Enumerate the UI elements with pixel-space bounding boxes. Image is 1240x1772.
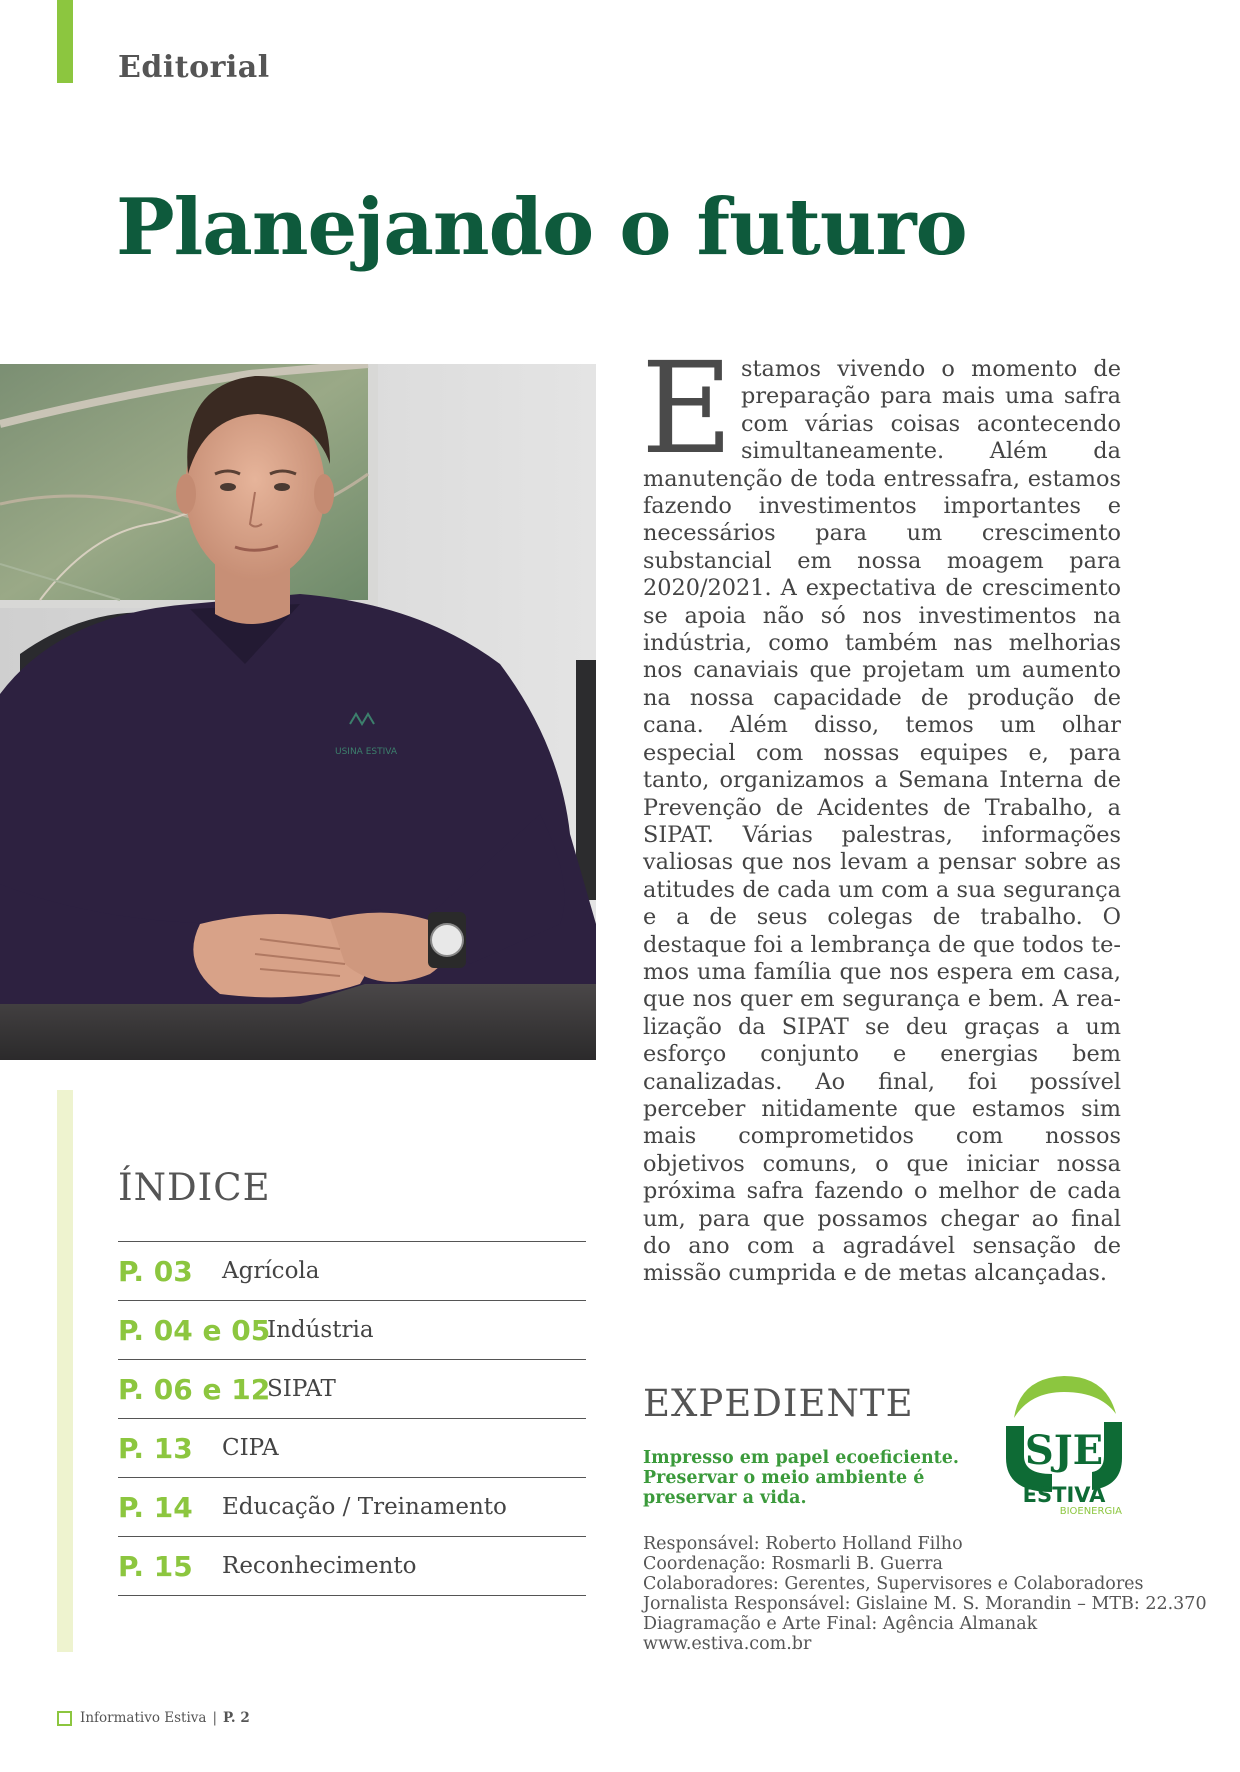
index-page: P. 15 bbox=[118, 1549, 193, 1583]
section-label: Editorial bbox=[118, 50, 270, 85]
index-item[interactable] bbox=[118, 1359, 586, 1418]
eco-notice bbox=[643, 1448, 959, 1508]
section-accent-bar bbox=[57, 0, 73, 83]
index-page: P. 04 e 05 bbox=[118, 1313, 271, 1347]
editorial-text bbox=[641, 335, 1121, 1288]
article-body: stamos vivendo o momento de preparação para mais uma safra com várias coisas acontecendo simultaneamente. Além da manutenção de toda entressafra, estamos fazendo investimentos importantes e necessários para um crescimento substancial em nossa moagem para 2020/2021. A expectativa de crescimento se apoia não só nos investimentos na indústria, como também nas melhorias nos canaviais que projetam um aumento na nossa capacidade de produção de cana. Além disso, temos um olhar especial com nossas equipes e, para tanto, organizamos a Semana Interna de Prevenção de Acidentes de Trabalho, a SIPAT. Várias palestras, informações valiosas que nos levam a pensar sobre as atitudes de cada um com a sua segurança e a de seus colegas de trabalho. O destaque foi a lembrança de que todos temos uma família que nos espera em casa, que nos quer em segurança e bem. A realização da SIPAT se deu graças a um esforço conjunto e energias bem canalizadas. Ao final, foi possível perceber nitidamente que estamos sim mais comprometidos com nossos objetivos comuns, o que iniciar nossa próxima safra fazendo o melhor de cada um, para que possamos chegar ao final do ano com a agradável sensação de missão cumprida e de metas alcançadas. bbox=[643, 356, 1121, 1287]
portrait-photo bbox=[0, 364, 596, 1060]
credit-line: Diagramação e Arte Final: Agência Almanak bbox=[643, 1614, 1038, 1634]
estiva-logo bbox=[1000, 1374, 1128, 1516]
page-footer bbox=[57, 1710, 250, 1726]
credit-line: Jornalista Responsável: Gislaine M. S. Morandin – MTB: 22.370 bbox=[643, 1594, 1207, 1614]
eco-line: Impresso em papel ecoeficiente. bbox=[643, 1448, 959, 1468]
index-label: SIPAT bbox=[267, 1376, 336, 1402]
index-page: P. 13 bbox=[118, 1431, 193, 1465]
footer-page-number: P. 2 bbox=[223, 1710, 250, 1726]
index-item[interactable] bbox=[118, 1241, 586, 1300]
credit-line: Colaboradores: Gerentes, Supervisores e Colaboradores bbox=[643, 1574, 1144, 1594]
index-label: CIPA bbox=[222, 1435, 279, 1461]
index-item[interactable] bbox=[118, 1477, 586, 1536]
index-title: ÍNDICE bbox=[118, 1166, 271, 1209]
footer-publication: Informativo Estiva bbox=[80, 1710, 207, 1726]
credit-line: Responsável: Roberto Holland Filho bbox=[643, 1534, 963, 1554]
index-page: P. 14 bbox=[118, 1490, 193, 1524]
shirt-logo: USINA ESTIVA bbox=[335, 747, 397, 757]
index-list bbox=[118, 1241, 586, 1596]
index-accent-bar bbox=[57, 1090, 73, 1652]
eco-line: preservar a vida. bbox=[643, 1488, 807, 1508]
expediente-title: EXPEDIENTE bbox=[643, 1382, 914, 1425]
page-title: Planejando o futuro bbox=[116, 182, 967, 273]
footer-square-icon bbox=[57, 1711, 72, 1726]
index-label: Educação / Treinamento bbox=[222, 1494, 507, 1520]
credit-line: Coordenação: Rosmarli B. Guerra bbox=[643, 1554, 943, 1574]
index-item[interactable] bbox=[118, 1418, 586, 1477]
footer-separator: | bbox=[212, 1710, 218, 1726]
index-page: P. 03 bbox=[118, 1254, 193, 1288]
index-item[interactable] bbox=[118, 1536, 586, 1596]
logo-mark: SJE bbox=[1024, 1427, 1104, 1474]
drop-cap: E bbox=[641, 335, 733, 482]
eco-line: Preservar o meio ambiente é bbox=[643, 1468, 925, 1488]
logo-name: ESTIVA bbox=[1022, 1483, 1106, 1507]
index-item[interactable] bbox=[118, 1300, 586, 1359]
logo-sub: BIOENERGIA bbox=[1059, 1506, 1122, 1516]
index-label: Agrícola bbox=[222, 1258, 320, 1284]
index-label: Indústria bbox=[267, 1317, 374, 1343]
index-label: Reconhecimento bbox=[222, 1553, 417, 1579]
credits bbox=[643, 1534, 1207, 1654]
index-page: P. 06 e 12 bbox=[118, 1372, 271, 1406]
website-link[interactable]: www.estiva.com.br bbox=[643, 1634, 812, 1654]
